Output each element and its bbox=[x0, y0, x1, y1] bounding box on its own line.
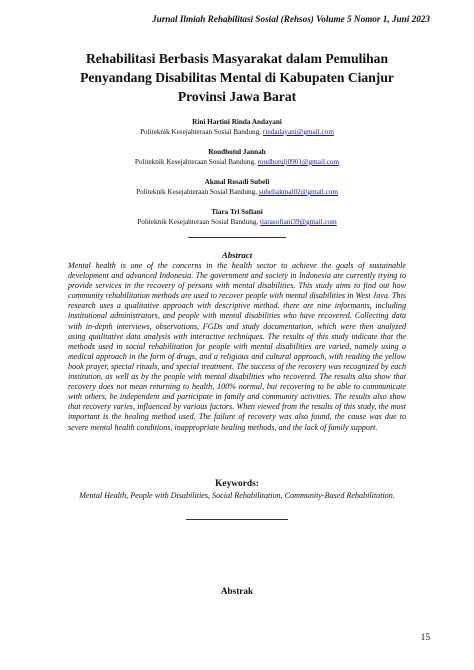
abstract-text: Mental health is one of the concerns in the health sector to achieve the goals of sustainable development and advanced Indonesia. The government and society in Indonesia are currently trying to provide services in the recovery of persons with mental disabilities. This study aims to find out how community rehabilitation methods are used to recover people with mental disabilities in West Java. This research uses a qualitative approach with descriptive method. there are nine informants, including institutional administrators, and people with mental disabilities who have recovered. Collecting data with in-depth interviews, observations, FGDs and study documentation, which were then analyzed using qualitative data analysis with interactive techniques. The results of this study indicate that the methods used in social rehabilitation for people with mental disabilities are varied, namely using a medical approach in the form of drugs, and a religious and cultural approach, with reading the yellow book prayer, special rituals, and special treatment. The success of the recovery was recognized by each institution, as well as by the people with mental disabilities who recovered. The results also show that recovery does not mean returning to health, 100% normal, but recovering to be able to communicate with others, be independent and participate in family and community activities. The results also show that recovery varies, influenced by various factors. When viewed from the results of this study, the most important is the healing method used. The failure of recovery was also found, the cause was due to severe mental health conditions, inappropriate healing methods, and the lack of family support. bbox=[68, 261, 406, 432]
author-block bbox=[0, 178, 474, 208]
affiliation-text: Politeknik Kesejahteraan Sosial Bandung, bbox=[136, 188, 259, 196]
abstrak-heading: Abstrak bbox=[220, 586, 254, 596]
paper-title bbox=[60, 49, 414, 106]
author-block bbox=[0, 208, 474, 238]
author-affiliation bbox=[0, 127, 474, 137]
abstract-heading: Abstract bbox=[221, 250, 253, 260]
title-line-3: Provinsi Jawa Barat bbox=[177, 89, 297, 104]
affiliation-text: Politeknik Kesejahteraan Sosial Bandung, bbox=[134, 158, 258, 166]
author-email-link[interactable]: tiarasofiani39@gmail.com bbox=[260, 218, 337, 226]
author-affiliation bbox=[0, 217, 474, 227]
author-email-link[interactable]: rindadayani@gmail.com bbox=[262, 128, 334, 136]
title-line-1: Rehabilitasi Berbasis Masyarakat dalam Pemulihan bbox=[85, 51, 389, 66]
author-block bbox=[0, 118, 474, 148]
divider-rule bbox=[188, 237, 286, 238]
author-affiliation bbox=[0, 157, 474, 167]
author-name: Tiara Tri Sofiani bbox=[211, 208, 263, 216]
author-block bbox=[0, 148, 474, 178]
author-affiliation bbox=[0, 187, 474, 197]
page-number: 15 bbox=[420, 633, 430, 643]
author-name: Roudhotul Jannah bbox=[208, 148, 266, 156]
author-name: Akmal Rosadi Subeli bbox=[204, 178, 270, 186]
author-list bbox=[0, 118, 474, 238]
keywords-text: Mental Health, People with Disabilities, Social Rehabilitation, Community-Based Rehabilitation. bbox=[79, 491, 395, 500]
divider-rule bbox=[186, 519, 288, 520]
author-email-link[interactable]: suheliakmal02@gmail.com bbox=[258, 188, 338, 196]
author-name: Rini Hartini Rinda Andayani bbox=[192, 118, 282, 126]
title-line-2: Penyandang Disabilitas Mental di Kabupaten Cianjur bbox=[80, 70, 394, 85]
journal-header: Jurnal Ilmiah Rehabilitasi Sosial (Rehsos) Volume 5 Nomor 1, Juni 2023 bbox=[152, 14, 430, 24]
keywords-heading: Keywords: bbox=[215, 479, 259, 489]
affiliation-text: Politeknik Kesejahteraan Sosial Bandung, bbox=[140, 128, 263, 136]
affiliation-text: Politeknik Kesejahteraan Sosial Bandung, bbox=[137, 218, 261, 226]
author-email-link[interactable]: roudhotulj0901@gmail.com bbox=[257, 158, 340, 166]
